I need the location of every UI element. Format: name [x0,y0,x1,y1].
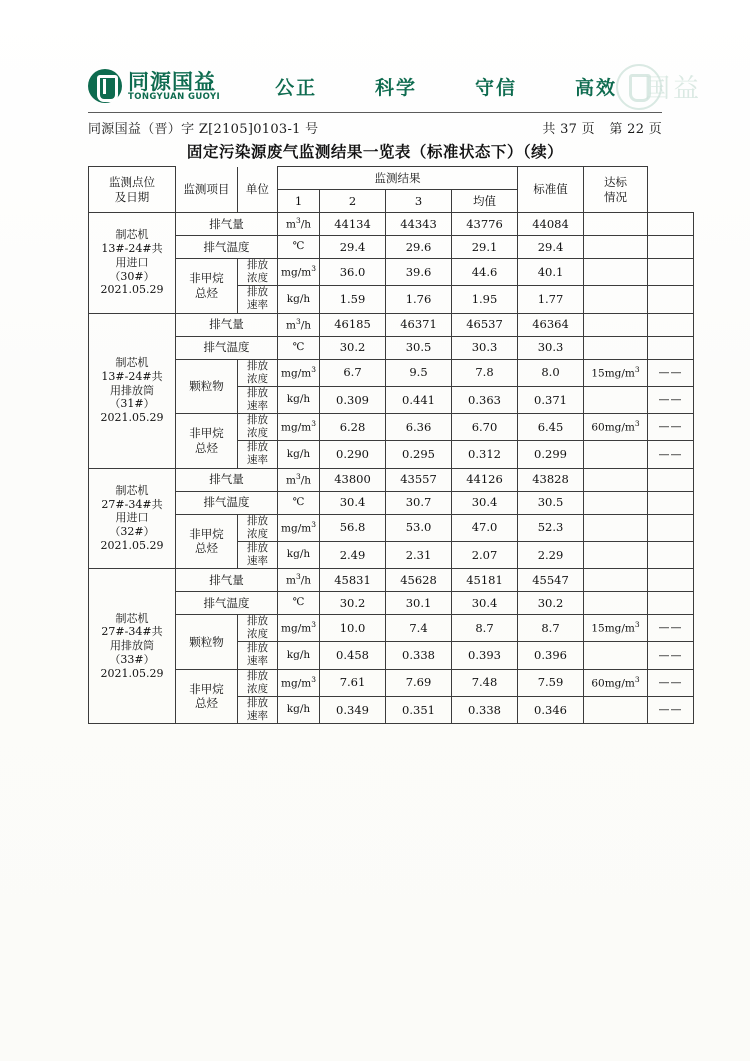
cell-compliance [648,514,694,541]
cell-result-1: 30.2 [320,336,386,359]
cell-standard [584,541,648,568]
cell-average: 52.3 [518,514,584,541]
cell-item: 排气量 [176,213,278,236]
table-row [89,669,694,696]
th-standard: 标准值 [518,167,584,213]
cell-result-1: 0.349 [320,696,386,723]
cell-sub-item: 排放 浓度 [238,359,278,386]
cell-result-3: 30.4 [452,491,518,514]
cell-average: 8.0 [518,359,584,386]
cell-unit: $mg/m^3$ [278,615,320,642]
page-title: 固定污染源废气监测结果一览表（标准状态下）（续） [186,142,564,161]
cell-site [89,313,176,468]
cell-compliance: —— [648,642,694,669]
table-header [89,167,694,213]
th-site-line2: 及日期 [114,189,150,204]
slogan-1: 公正 [275,76,318,99]
th-compliance-line1: 达标 [604,175,627,190]
cell-average: 44084 [518,213,584,236]
cell-compliance: —— [648,669,694,696]
cell-result-3: 7.8 [452,359,518,386]
slogan-4: 高效 [574,76,617,99]
cell-sub-item: 排放 浓度 [238,259,278,286]
results-table-wrapper [88,166,683,724]
cell-standard [584,468,648,491]
cell-result-3: 0.393 [452,642,518,669]
site-line: 制芯机 [115,228,149,242]
cell-result-2: 44343 [386,213,452,236]
cell-result-1: 10.0 [320,615,386,642]
logo-name-en: TONGYUAN GUOYI [128,91,221,102]
cell-sub-item: 排放 速率 [238,642,278,669]
cell-result-2: 7.69 [386,669,452,696]
cell-result-1: 0.458 [320,642,386,669]
cell-result-2: 0.351 [386,696,452,723]
cell-average: 1.77 [518,286,584,313]
cell-compliance [648,541,694,568]
cell-result-2: 0.295 [386,441,452,468]
cell-sub-item: 排放 速率 [238,441,278,468]
table-row [89,414,694,441]
company-logo [88,69,220,103]
cell-average: 45547 [518,569,584,592]
cell-result-3: 0.363 [452,386,518,413]
cell-compliance [648,213,694,236]
cell-sub-item: 排放 浓度 [238,514,278,541]
site-line: 制芯机 [115,611,149,625]
cell-unit: $mg/m^3$ [278,669,320,696]
table-row [89,313,694,336]
cell-compliance [648,592,694,615]
table-row [89,592,694,615]
cell-unit: ℃ [278,592,320,615]
cell-result-3: 30.3 [452,336,518,359]
cell-standard [584,514,648,541]
cell-result-2: 9.5 [386,359,452,386]
cell-item: 排气量 [176,313,278,336]
cell-item: 非甲烷 总烃 [176,414,238,469]
cell-average: 43828 [518,468,584,491]
cell-result-3: 8.7 [452,615,518,642]
site-line: 2021.05.29 [100,538,164,552]
site-line: （32#） [109,525,155,539]
cell-item: 非甲烷 总烃 [176,259,238,314]
cell-compliance [648,236,694,259]
cell-unit: kg/h [278,541,320,568]
cell-result-2: 30.7 [386,491,452,514]
site-line: 用排放筒 [110,639,154,653]
site-line: 用进口 [115,511,149,525]
cell-result-3: 44126 [452,468,518,491]
site-line: 27#-34#共 [101,625,163,639]
cell-unit: ℃ [278,491,320,514]
cell-result-1: 44134 [320,213,386,236]
table-body [89,213,694,724]
cell-average: 40.1 [518,259,584,286]
cell-result-2: 53.0 [386,514,452,541]
cell-standard [584,386,648,413]
cell-result-1: 30.2 [320,592,386,615]
cell-standard [584,236,648,259]
th-compliance [584,167,648,213]
cell-unit: kg/h [278,286,320,313]
cell-standard [584,592,648,615]
cell-unit: $m^3/h$ [278,468,320,491]
cell-compliance [648,569,694,592]
cell-result-3: 0.312 [452,441,518,468]
slogan-2: 科学 [375,76,418,99]
th-site-line1: 监测点位 [109,175,155,190]
header-divider [88,112,662,113]
cell-result-2: 46371 [386,313,452,336]
cell-standard: $60mg/m^3$ [584,669,648,696]
table-row [89,259,694,286]
table-row [89,491,694,514]
th-run-3: 3 [386,190,452,213]
site-line: 13#-24#共 [101,242,163,256]
cell-item: 颗粒物 [176,359,238,414]
cell-standard [584,569,648,592]
th-average: 均值 [452,190,518,213]
table-row [89,213,694,236]
cell-item: 排气量 [176,468,278,491]
cell-unit: ℃ [278,236,320,259]
cell-result-3: 44.6 [452,259,518,286]
cell-average: 8.7 [518,615,584,642]
cell-standard [584,313,648,336]
cell-compliance [648,259,694,286]
page-total: 共 37 页 [542,122,595,137]
th-compliance-line2: 情况 [604,189,627,204]
cell-standard: $60mg/m^3$ [584,414,648,441]
cell-standard [584,696,648,723]
th-results-group: 监测结果 [278,167,518,190]
table-row [89,359,694,386]
page-indicator [532,118,662,137]
th-item [176,167,278,213]
cell-result-1: 7.61 [320,669,386,696]
cell-result-2: 6.36 [386,414,452,441]
cell-unit: $m^3/h$ [278,313,320,336]
cell-sub-item: 排放 速率 [238,386,278,413]
cell-compliance: —— [648,359,694,386]
cell-item: 排气温度 [176,592,278,615]
cell-result-3: 43776 [452,213,518,236]
cell-item: 排气量 [176,569,278,592]
cell-sub-item: 排放 速率 [238,541,278,568]
logo-emblem-icon [88,69,122,103]
site-line: 用进口 [115,255,149,269]
cell-result-1: 46185 [320,313,386,336]
cell-average: 7.59 [518,669,584,696]
cell-compliance: —— [648,386,694,413]
cell-result-2: 0.441 [386,386,452,413]
table-row [89,336,694,359]
slogan-group [246,73,646,100]
cell-item: 非甲烷 总烃 [176,514,238,569]
site-line: （31#） [109,397,155,411]
cell-item: 颗粒物 [176,615,238,670]
table-row [89,468,694,491]
cell-result-3: 2.07 [452,541,518,568]
table-header-row-1 [89,167,694,190]
cell-result-1: 45831 [320,569,386,592]
cell-result-2: 45628 [386,569,452,592]
cell-unit: $mg/m^3$ [278,414,320,441]
cell-compliance: —— [648,441,694,468]
logo-text [128,68,221,102]
cell-compliance [648,491,694,514]
cell-result-1: 6.28 [320,414,386,441]
th-run-2: 2 [320,190,386,213]
cell-result-2: 30.1 [386,592,452,615]
cell-result-3: 0.338 [452,696,518,723]
cell-compliance: —— [648,414,694,441]
cell-compliance [648,336,694,359]
cell-result-2: 0.338 [386,642,452,669]
th-site [89,167,176,213]
th-run-1: 1 [278,190,320,213]
cell-result-2: 30.5 [386,336,452,359]
cell-average: 6.45 [518,414,584,441]
cell-average: 0.396 [518,642,584,669]
document-number: 同源国益（晋）字 Z[2105]0103-1 号 [88,122,319,137]
cell-sub-item: 排放 速率 [238,696,278,723]
cell-compliance [648,313,694,336]
cell-sub-item: 排放 速率 [238,286,278,313]
cell-result-3: 46537 [452,313,518,336]
cell-average: 29.4 [518,236,584,259]
cell-standard [584,259,648,286]
cell-unit: $mg/m^3$ [278,359,320,386]
cell-result-3: 6.70 [452,414,518,441]
cell-unit: kg/h [278,386,320,413]
table-row [89,236,694,259]
cell-result-2: 2.31 [386,541,452,568]
cell-result-2: 7.4 [386,615,452,642]
cell-unit: kg/h [278,441,320,468]
cell-compliance: —— [648,615,694,642]
cell-result-1: 36.0 [320,259,386,286]
cell-average: 30.5 [518,491,584,514]
site-line: 制芯机 [115,483,149,497]
cell-average: 46364 [518,313,584,336]
cell-result-3: 47.0 [452,514,518,541]
watermark-text: 国益 [643,74,702,104]
cell-unit: kg/h [278,642,320,669]
site-line: 2021.05.29 [100,411,164,425]
cell-sub-item: 排放 浓度 [238,669,278,696]
cell-unit: $m^3/h$ [278,213,320,236]
site-line: 用排放筒 [110,383,154,397]
site-line: 2021.05.29 [100,283,164,297]
logo-name-cn: 同源国益 [128,68,216,94]
cell-sub-item: 排放 浓度 [238,615,278,642]
cell-result-3: 7.48 [452,669,518,696]
cell-unit: ℃ [278,336,320,359]
cell-result-1: 29.4 [320,236,386,259]
monitoring-results-table [88,166,694,724]
cell-result-1: 56.8 [320,514,386,541]
cell-average: 30.2 [518,592,584,615]
cell-result-1: 0.309 [320,386,386,413]
cell-result-2: 39.6 [386,259,452,286]
cell-standard [584,642,648,669]
table-row [89,514,694,541]
cell-standard: $15mg/m^3$ [584,615,648,642]
cell-compliance: —— [648,696,694,723]
cell-item: 排气温度 [176,336,278,359]
cell-average: 30.3 [518,336,584,359]
cell-result-3: 45181 [452,569,518,592]
table-row [89,615,694,642]
cell-standard [584,336,648,359]
cell-result-1: 43800 [320,468,386,491]
cell-result-2: 43557 [386,468,452,491]
cell-unit: $mg/m^3$ [278,514,320,541]
cell-compliance [648,286,694,313]
cell-result-3: 1.95 [452,286,518,313]
cell-unit: $mg/m^3$ [278,259,320,286]
site-line: 制芯机 [115,356,149,370]
cell-standard [584,441,648,468]
cell-result-2: 1.76 [386,286,452,313]
cell-site [89,468,176,569]
document-meta-line [88,118,662,137]
cell-site [89,213,176,314]
slogan-3: 守信 [475,76,518,99]
cell-item: 排气温度 [176,236,278,259]
cell-average: 0.299 [518,441,584,468]
th-item-label: 监测项目 [176,167,237,213]
cell-standard [584,213,648,236]
cell-result-1: 2.49 [320,541,386,568]
cell-item: 非甲烷 总烃 [176,669,238,724]
site-line: 2021.05.29 [100,666,164,680]
cell-average: 0.346 [518,696,584,723]
cell-unit: $m^3/h$ [278,569,320,592]
cell-item: 排气温度 [176,491,278,514]
table-row [89,569,694,592]
site-line: （33#） [109,652,155,666]
cell-result-2: 29.6 [386,236,452,259]
cell-result-1: 0.290 [320,441,386,468]
cell-sub-item: 排放 浓度 [238,414,278,441]
cell-site [89,569,176,724]
cell-result-3: 30.4 [452,592,518,615]
th-unit-label: 单位 [245,182,269,197]
site-line: （30#） [109,269,155,283]
cell-result-1: 30.4 [320,491,386,514]
cell-standard [584,286,648,313]
cell-standard: $15mg/m^3$ [584,359,648,386]
cell-average: 2.29 [518,541,584,568]
cell-compliance [648,468,694,491]
letterhead [88,62,662,110]
cell-result-3: 29.1 [452,236,518,259]
page-current: 第 22 页 [609,122,662,137]
cell-unit: kg/h [278,696,320,723]
site-line: 27#-34#共 [101,497,163,511]
cell-result-1: 6.7 [320,359,386,386]
site-line: 13#-24#共 [101,369,163,383]
cell-result-1: 1.59 [320,286,386,313]
cell-average: 0.371 [518,386,584,413]
cell-standard [584,491,648,514]
